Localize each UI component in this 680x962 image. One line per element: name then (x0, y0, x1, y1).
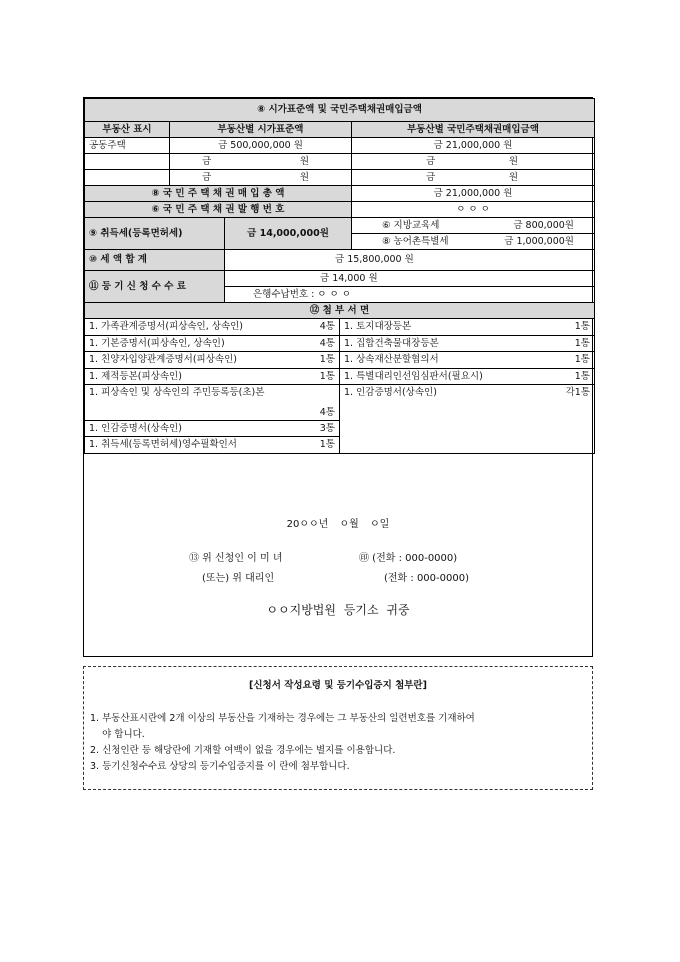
attachment-count: 1통 (574, 321, 590, 332)
property-cell (85, 154, 170, 170)
list-item (85, 385, 339, 401)
bond-issue-label: ⑥ 국 민 주 택 채 권 발 행 번 호 (85, 202, 352, 218)
list-item: 2. 신청인란 등 해당란에 기재할 여백이 없을 경우에는 별지를 이용합니다. (90, 745, 396, 756)
fee-label: ⑪ 등 기 신 청 수 수 료 (85, 271, 225, 303)
list-item (340, 369, 594, 386)
list-item (340, 336, 594, 353)
list-item (85, 401, 339, 420)
standard-value (170, 154, 352, 170)
tax-sum-label: ⑩ 세 액 합 계 (85, 250, 225, 271)
list-item: 3. 등기신청수수료 상당의 등기수입증지를 이 란에 첨부합니다. (90, 761, 350, 772)
attachment-count: 각1통 (565, 387, 590, 398)
list-item: 야 합니다. (90, 729, 145, 740)
attachments-title: ⑫ 첨 부 서 면 (85, 303, 595, 319)
attachment-count: 1통 (319, 370, 335, 382)
list-item (85, 369, 339, 386)
agent-phone: (전화 : 000-0000) (384, 573, 469, 584)
valuation-table (84, 98, 595, 218)
amount-prefix: 금 (202, 155, 212, 167)
attachment-count: 1통 (574, 337, 590, 349)
bond-value (352, 154, 595, 170)
applicant-line: ⑬ 위 신청인 이 미 녀 (189, 553, 283, 564)
instructions-list (90, 711, 586, 775)
fee-value: 금 14,000 원 (225, 271, 595, 287)
attachment-name: 1. 기본증명서(피상속인, 상속인) (89, 337, 225, 349)
amount-prefix: 금 (426, 171, 436, 183)
attachment-name: 1. 친양자입양관계증명서(피상속인) (89, 354, 237, 365)
instructions-box (83, 666, 593, 790)
attachment-count: 3통 (319, 422, 335, 434)
attachment-count: 1통 (319, 354, 335, 365)
col-standard-header: 부동산별 시가표준액 (170, 122, 352, 138)
bond-issue-value: ㅇ ㅇ ㅇ (352, 202, 595, 218)
list-item (85, 319, 339, 336)
court-addressee: ㅇㅇ지방법원 등기소 귀중 (266, 603, 410, 617)
attachment-name: 1. 인감증명서(상속인) (344, 387, 437, 398)
amount-prefix: 금 (202, 171, 212, 183)
rural-tax-label: ⑧ 농어촌특별세 (382, 235, 449, 247)
col-property-header: 부동산 표시 (85, 122, 170, 138)
bond-value (352, 170, 595, 186)
tax-table (84, 217, 595, 319)
col-bond-header: 부동산별 국민주택채권매입금액 (352, 122, 595, 138)
agent-line: (또는) 위 대리인 (202, 573, 275, 584)
attachments-table (84, 318, 595, 454)
list-item (85, 336, 339, 353)
attachment-name: 1. 가족관계증명서(피상속인, 상속인) (89, 321, 244, 332)
amount-unit: 원 (508, 155, 518, 167)
list-item (340, 319, 594, 336)
standard-value: 금 500,000,000 원 (170, 138, 352, 154)
table-row (85, 170, 595, 186)
list-item: 1. 부동산표시란에 2개 이상의 부동산을 기재하는 경우에는 그 부동산의 일련번호를 기재하여 (90, 713, 475, 724)
attachment-name: 1. 피상속인 및 상속인의 주민등록등(초)본 (89, 387, 265, 398)
attachment-count: 4통 (319, 337, 335, 349)
section8-title: ⑧ 시가표준액 및 국민주택채권매입금액 (85, 99, 595, 122)
bond-value: 금 21,000,000 원 (352, 138, 595, 154)
acquisition-tax-label: ⑨ 취득세(등록면허세) (85, 218, 225, 250)
tax-sum-value: 금 15,800,000 원 (225, 250, 595, 271)
bank-receipt-number: 은행수납번호 : ㅇ ㅇ ㅇ (225, 287, 595, 303)
attachment-count: 1통 (574, 354, 590, 365)
attachment-name: 1. 취득세(등록면허세)영수필확인서 (89, 439, 237, 450)
attachment-name: 1. 특별대리인선임심판서(필요시) (344, 370, 483, 382)
amount-prefix: 금 (426, 155, 436, 167)
rural-tax (352, 234, 595, 250)
attachment-count: 4통 (319, 321, 335, 332)
education-tax (352, 218, 595, 234)
education-tax-label: ⑥ 지방교육세 (382, 219, 440, 231)
education-tax-value: 금 800,000원 (513, 219, 574, 231)
registration-form (83, 97, 593, 657)
list-item (340, 352, 594, 369)
attachments-left (85, 319, 340, 454)
attachment-name: 1. 상속재산분할협의서 (344, 354, 439, 365)
standard-value (170, 170, 352, 186)
acquisition-tax-value: 금 14,000,000원 (225, 218, 352, 250)
attachment-count: 4통 (319, 406, 335, 418)
property-cell (85, 170, 170, 186)
instructions-title: [신청서 작성요령 및 등기수입증지 첨부란] (249, 680, 427, 691)
attachment-name: 1. 제적등본(피상속인) (89, 370, 182, 382)
attachment-count: 1통 (574, 370, 590, 382)
applicant-seal-phone: ㊞ (전화 : 000-0000) (359, 553, 458, 564)
amount-unit: 원 (299, 155, 309, 167)
bond-total-label: ⑧ 국 민 주 택 채 권 매 입 총 액 (85, 186, 352, 202)
attachment-count: 1통 (319, 439, 335, 450)
attachment-name: 1. 집합건축물대장등본 (344, 337, 439, 349)
table-row (85, 138, 595, 154)
list-item (85, 352, 339, 369)
application-date: 20ㅇㅇ년 ㅇ월 ㅇ일 (286, 519, 390, 530)
list-item (340, 385, 594, 401)
table-row (85, 154, 595, 170)
list-item (85, 420, 339, 438)
attachment-name: 1. 인감증명서(상속인) (89, 422, 182, 434)
property-cell: 공동주택 (85, 138, 170, 154)
attachment-name: 1. 토지대장등본 (344, 321, 412, 332)
signature-section (84, 473, 592, 653)
list-item (85, 437, 339, 453)
amount-unit: 원 (299, 171, 309, 183)
bond-total-value: 금 21,000,000 원 (352, 186, 595, 202)
rural-tax-value: 금 1,000,000원 (504, 235, 574, 247)
amount-unit: 원 (508, 171, 518, 183)
attachments-right (340, 319, 595, 454)
